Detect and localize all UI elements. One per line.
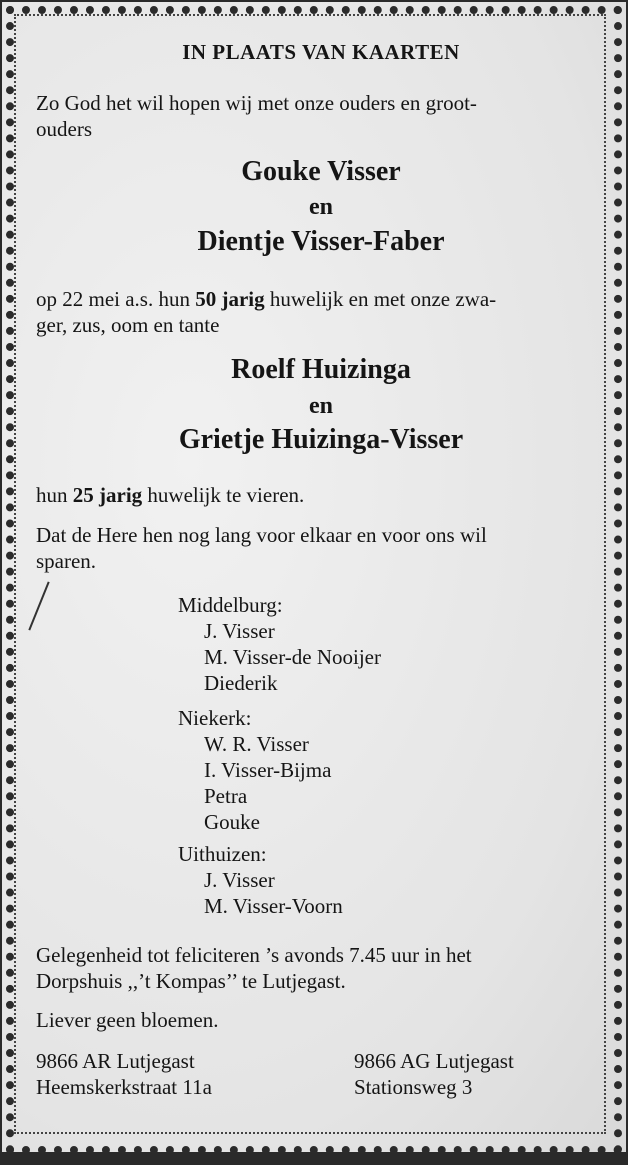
family-member: J. Visser bbox=[204, 619, 275, 643]
family-member: I. Visser-Bijma bbox=[204, 758, 332, 782]
couple1-name2: Dientje Visser-Faber bbox=[197, 226, 445, 257]
newspaper-clipping bbox=[2, 2, 626, 1152]
address-right-line-2: Stationsweg 3 bbox=[354, 1075, 473, 1099]
text-fragment: huwelijk en met onze zwa- bbox=[264, 287, 497, 311]
silver-anniversary-line bbox=[36, 482, 606, 508]
intro-line-2: ouders bbox=[36, 117, 92, 141]
text-fragment: huwelijk te vieren. bbox=[142, 483, 305, 507]
announcement-heading: IN PLAATS VAN KAARTEN bbox=[182, 40, 460, 64]
intro-paragraph bbox=[36, 90, 606, 142]
family-member: Petra bbox=[204, 784, 248, 808]
address-right bbox=[354, 1048, 514, 1100]
reception-line-1: Gelegenheid tot feliciteren ’s avonds 7.45 uur in het bbox=[36, 943, 472, 967]
anniversary-paragraph bbox=[36, 286, 606, 338]
blessing-line-2: sparen. bbox=[36, 549, 97, 573]
reception-line-2: Dorpshuis ,,’t Kompas’’ te Lutjegast. bbox=[36, 969, 346, 993]
family-member: W. R. Visser bbox=[204, 732, 309, 756]
family-city: Uithuizen: bbox=[178, 842, 267, 866]
address-left bbox=[36, 1048, 212, 1100]
address-left-line-2: Heemskerkstraat 11a bbox=[36, 1075, 212, 1099]
family-member: Diederik bbox=[204, 671, 278, 695]
years-25: 25 jarig bbox=[72, 483, 143, 507]
family-city: Middelburg: bbox=[178, 593, 283, 617]
couple2-name1: Roelf Huizinga bbox=[231, 354, 411, 385]
reception-paragraph bbox=[36, 942, 606, 994]
family-city: Niekerk: bbox=[178, 706, 252, 730]
family-member: Gouke bbox=[204, 810, 260, 834]
couple1-name1: Gouke Visser bbox=[241, 156, 401, 187]
years-50: 50 jarig bbox=[195, 287, 265, 311]
intro-line-1: Zo God het wil hopen wij met onze ouders en groot- bbox=[36, 91, 477, 115]
address-left-line-1: 9866 AR Lutjegast bbox=[36, 1049, 195, 1073]
no-flowers-note: Liever geen bloemen. bbox=[36, 1008, 219, 1032]
couple1-and: en bbox=[309, 194, 333, 220]
couple2-name2: Grietje Huizinga-Visser bbox=[178, 424, 464, 455]
text-fragment: op 22 mei a.s. hun bbox=[36, 287, 196, 311]
address-right-line-1: 9866 AG Lutjegast bbox=[354, 1049, 514, 1073]
text-fragment: hun bbox=[36, 483, 73, 507]
family-member: J. Visser bbox=[204, 868, 275, 892]
couple2-and: en bbox=[309, 393, 333, 419]
family-member: M. Visser-de Nooijer bbox=[204, 645, 381, 669]
anniversary-line-1 bbox=[36, 286, 606, 312]
anniversary-line-2: ger, zus, oom en tante bbox=[36, 313, 220, 337]
family-member: M. Visser-Voorn bbox=[204, 894, 343, 918]
blessing-paragraph bbox=[36, 522, 606, 574]
blessing-line-1: Dat de Here hen nog lang voor elkaar en voor ons wil bbox=[36, 523, 487, 547]
